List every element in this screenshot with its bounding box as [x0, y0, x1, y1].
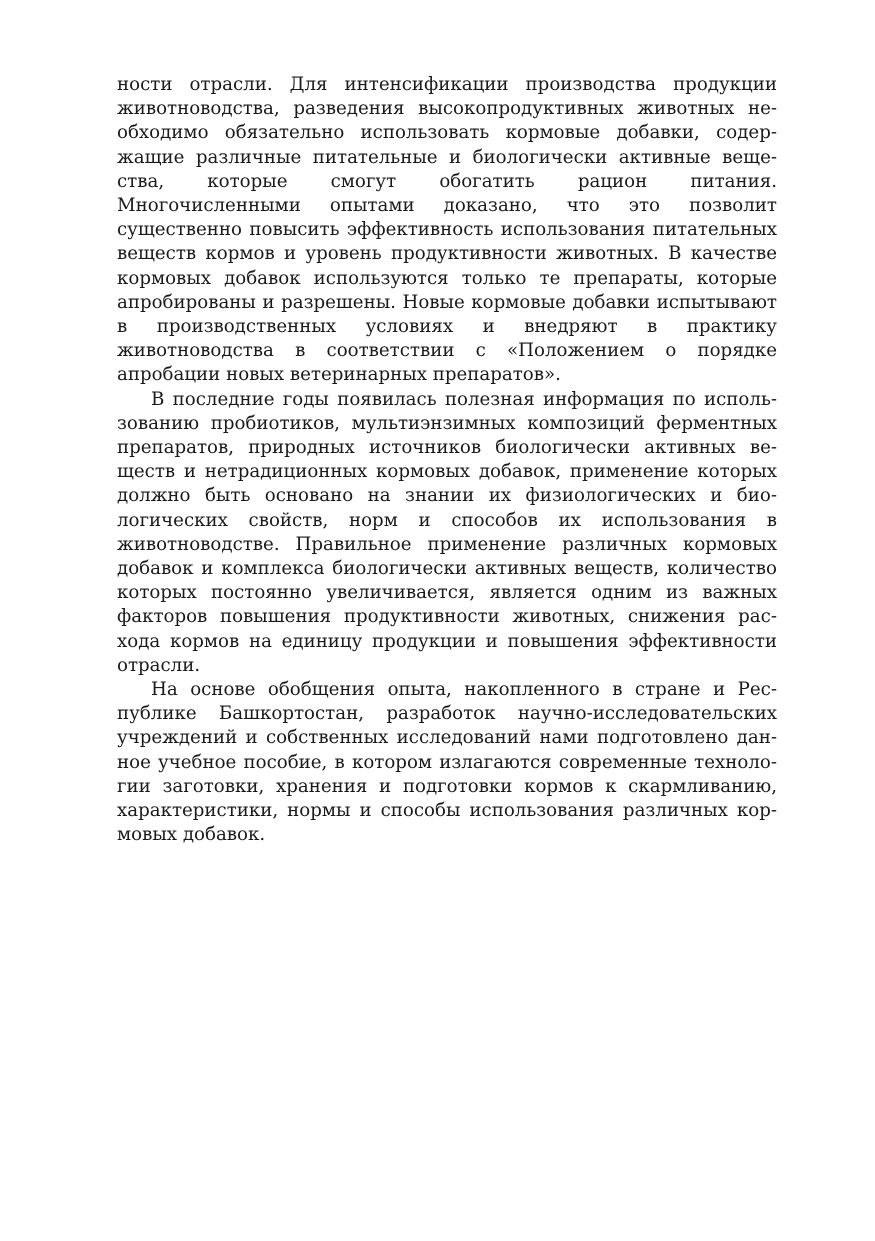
paragraph-continuation: ности отрасли. Для интенсификации производства продукции животноводства, разведения высокопродуктивных животных необходимо обязательно использовать кормовые добавки, содержащие различные питательные и биологически активные вещества, которые смогут обогатить рацион питания. Многочисленными опытами доказано, что это позволит существенно повысить эффективность использования питательных веществ кормов и уровень продуктивности животных. В качестве кормовых добавок используются только те препараты, которые апробированы и разрешены. Новые кормовые добавки испытывают в производственных условиях и внедряют в практику животноводства в соответствии с «Положением о порядке апробации новых ветеринарных препаратов». — [117, 74, 777, 386]
document-page — [117, 73, 777, 848]
paragraph-recent-years: В последние годы появилась полезная информация по использованию пробиотиков, мультиэнзимных композиций ферментных препаратов, природных источников биологически активных веществ и нетрадиционных кормовых добавок, применение которых должно быть основано на знании их физиологических и биологических свойств, норм и способов их использования в животноводстве. Правильное применение различных кормовых добавок и комплекса биологически активных веществ, количество которых постоянно увеличивается, является одним из важных факторов повышения продуктивности животных, снижения расхода кормов на единицу продукции и повышения эффективности отрасли. — [117, 388, 777, 676]
paragraph-textbook-basis: На основе обобщения опыта, накопленного в стране и Республике Башкортостан, разработок научно-исследовательских учреждений и собственных исследований нами подготовлено данное учебное пособие, в котором излагаются современные технологии заготовки, хранения и подготовки кормов к скармливанию, характеристики, нормы и способы использования различных кормовых добавок. — [117, 679, 777, 846]
